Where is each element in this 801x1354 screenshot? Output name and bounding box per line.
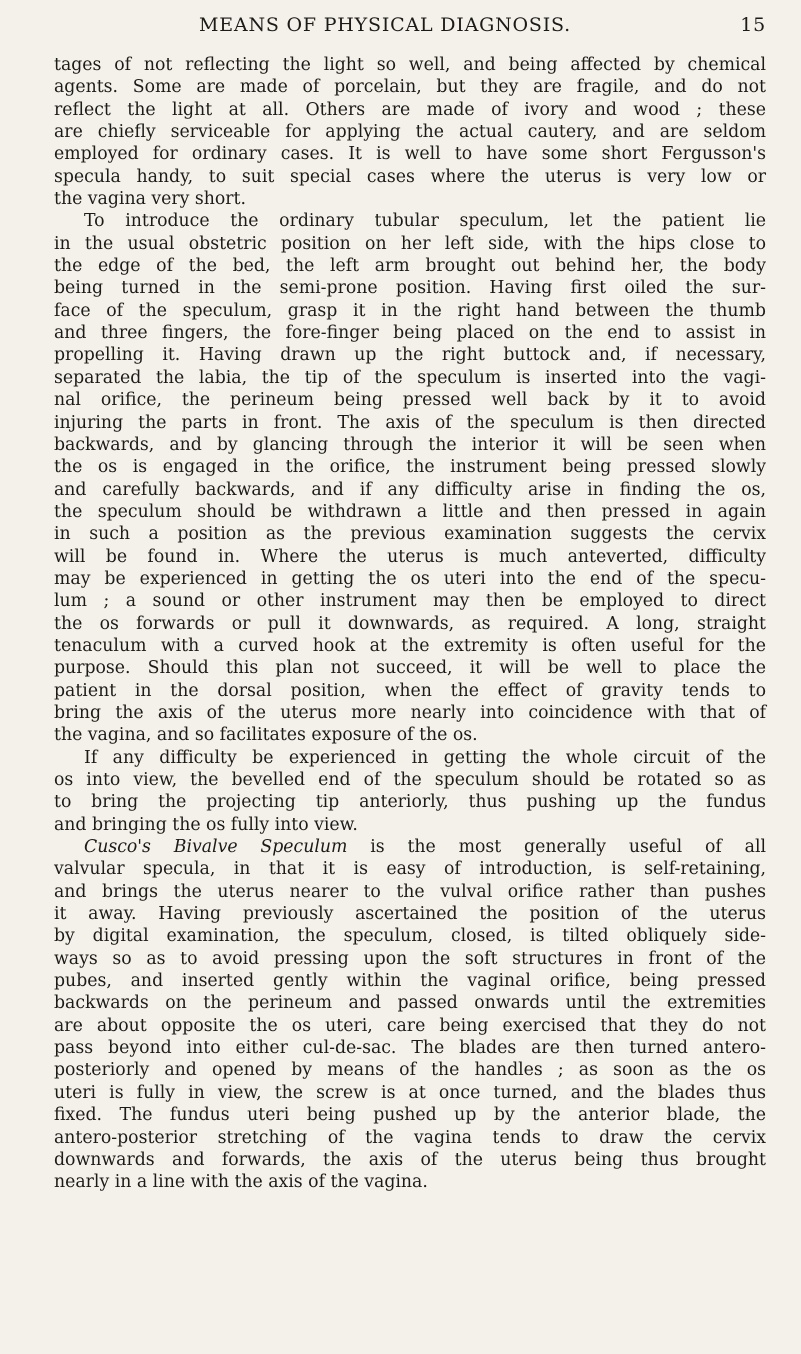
- text-line: it away. Having previously ascertained the position of the uterus: [54, 904, 766, 925]
- text-line: being turned in the semi-prone position. Having first oiled the sur-: [54, 278, 766, 299]
- text-line: may be experienced in getting the os uteri into the end of the specu-: [54, 568, 766, 589]
- paragraph: [54, 747, 766, 836]
- italic-heading: Cusco's Bivalve Speculum: [84, 837, 348, 858]
- text-line: are about opposite the os uteri, care being exercised that they do not: [54, 1015, 766, 1036]
- text-line: pubes, and inserted gently within the vaginal orifice, being pressed: [54, 971, 766, 992]
- text-line: fixed. The fundus uteri being pushed up by the anterior blade, the: [54, 1105, 766, 1126]
- paragraph: [54, 836, 766, 1194]
- text-line: tages of not reflecting the light so well, and being affected by chemical: [54, 55, 766, 75]
- text-line: separated the labia, the tip of the speculum is inserted into the vagi-: [54, 367, 766, 388]
- running-title: MEANS OF PHYSICAL DIAGNOSIS.: [199, 14, 571, 36]
- text-line: downwards and forwards, the axis of the uterus being thus brought: [54, 1149, 766, 1170]
- text-line: the vagina very short.: [54, 189, 246, 210]
- text-line: To introduce the ordinary tubular speculum, let the patient lie: [84, 211, 766, 232]
- text-line: os into view, the bevelled end of the speculum should be rotated so as: [54, 770, 766, 790]
- text-line: are chiefly serviceable for applying the actual cautery, and are seldom: [54, 122, 766, 143]
- text-line: nal orifice, the perineum being pressed well back by it to avoid: [54, 390, 766, 411]
- text-line: bring the axis of the uterus more nearly into coincidence with that of: [54, 702, 766, 723]
- text-line: backwards on the perineum and passed onwards until the extremities: [54, 993, 766, 1014]
- text-line: employed for ordinary cases. It is well to have some short Fergusson's: [54, 144, 766, 165]
- text-line: injuring the parts in front. The axis of the speculum is then directed: [54, 412, 766, 433]
- text-line: in such a position as the previous examination suggests the cervix: [54, 524, 766, 545]
- text-line: lum ; a sound or other instrument may then be employed to direct: [54, 591, 766, 612]
- text-line: in the usual obstetric position on her left side, with the hips close to: [54, 233, 766, 254]
- body-text: [54, 54, 766, 1194]
- text-line: tenaculum with a curved hook at the extremity is often useful for the: [54, 635, 766, 656]
- text-line: will be found in. Where the uterus is much anteverted, difficulty: [54, 546, 766, 567]
- text-line: nearly in a line with the axis of the vagina.: [54, 1172, 428, 1193]
- text-line: antero-posterior stretching of the vagina tends to draw the cervix: [54, 1127, 766, 1148]
- text-line: and carefully backwards, and if any difficulty arise in finding the os,: [54, 479, 766, 500]
- text-line: the speculum should be withdrawn a little and then pressed in again: [54, 501, 766, 522]
- paragraph: [54, 54, 766, 210]
- text-line: [54, 836, 766, 858]
- text-line: the os is engaged in the orifice, the instrument being pressed slowly: [54, 457, 766, 478]
- text-line: agents. Some are made of porcelain, but they are fragile, and do not: [54, 77, 766, 98]
- text-line: posteriorly and opened by means of the handles ; as soon as the os: [54, 1060, 766, 1081]
- text-line: specula handy, to suit special cases where the uterus is very low or: [54, 166, 766, 187]
- text-line: the os forwards or pull it downwards, as required. A long, straight: [54, 613, 766, 634]
- text-line: backwards, and by glancing through the interior it will be seen when: [54, 434, 766, 455]
- running-header: [54, 14, 766, 42]
- text-line: and bringing the os fully into view.: [54, 814, 358, 835]
- page-number: 15: [740, 14, 766, 36]
- paragraph: [54, 210, 766, 746]
- text-line: the edge of the bed, the left arm brought out behind her, the body: [54, 256, 766, 277]
- text-line: to bring the projecting tip anteriorly, thus pushing up the fundus: [54, 792, 766, 813]
- text-line: uteri is fully in view, the screw is at once turned, and the blades thus: [54, 1082, 766, 1103]
- text-line: purpose. Should this plan not succeed, it will be well to place the: [54, 658, 766, 679]
- line-text: is the most generally useful of all: [347, 837, 767, 858]
- text-line: and brings the uterus nearer to the vulval orifice rather than pushes: [54, 881, 766, 902]
- text-line: the vagina, and so facilitates exposure of the os.: [54, 725, 478, 746]
- text-line: and three fingers, the fore-finger being placed on the end to assist in: [54, 323, 766, 344]
- text-line: by digital examination, the speculum, closed, is tilted obliquely side-: [54, 926, 766, 947]
- text-line: If any difficulty be experienced in getting the whole circuit of the: [84, 747, 766, 768]
- text-line: patient in the dorsal position, when the effect of gravity tends to: [54, 680, 766, 701]
- text-line: valvular specula, in that it is easy of introduction, is self-retaining,: [54, 859, 766, 880]
- text-line: propelling it. Having drawn up the right buttock and, if necessary,: [54, 345, 766, 366]
- text-line: pass beyond into either cul-de-sac. The blades are then turned antero-: [54, 1038, 766, 1059]
- text-line: face of the speculum, grasp it in the right hand between the thumb: [54, 300, 766, 321]
- text-line: reflect the light at all. Others are made of ivory and wood ; these: [54, 99, 766, 120]
- text-line: ways so as to avoid pressing upon the soft structures in front of the: [54, 948, 766, 969]
